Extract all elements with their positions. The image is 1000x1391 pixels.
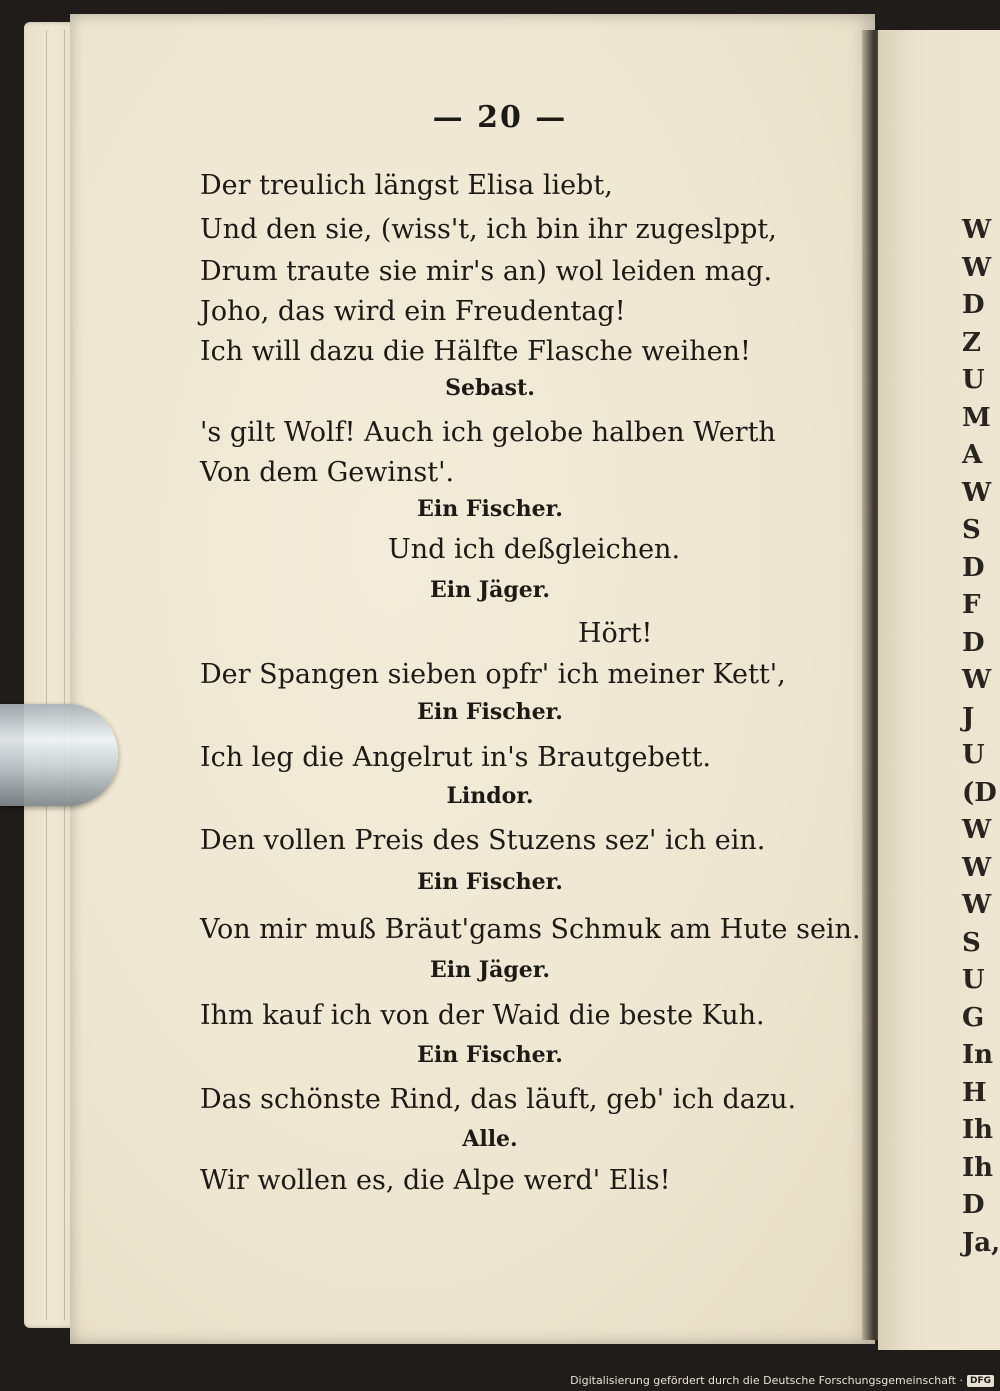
- verse-line: Drum traute sie mir's an) wol leiden mag.: [200, 256, 773, 287]
- facing-page: [878, 30, 1000, 1350]
- facing-page-fragment: D: [962, 290, 985, 320]
- facing-page-fragment: S: [962, 515, 981, 545]
- verse-line: Joho, das wird ein Freudentag!: [200, 296, 626, 327]
- page-clip: [0, 704, 118, 806]
- facing-page-fragment: F: [962, 590, 981, 620]
- facing-page-fragment: Ih: [962, 1115, 994, 1145]
- facing-page-fragment: Ja,: [962, 1227, 1000, 1258]
- speaker-name: Alle.: [462, 1126, 518, 1152]
- facing-page-fragment: W: [962, 477, 992, 508]
- footer-credit: Digitalisierung gefördert durch die Deutsche Forschungsgemeinschaft ·: [570, 1374, 963, 1387]
- verse-line: Ich leg die Angelrut in's Brautgebett.: [200, 742, 712, 773]
- verse-line: Den vollen Preis des Stuzens sez' ich ein.: [200, 825, 766, 856]
- facing-page-fragment: D: [962, 1190, 985, 1220]
- facing-page-fragment: A: [962, 440, 983, 470]
- facing-page-fragment: J: [962, 702, 975, 733]
- facing-page-fragment: U: [962, 365, 985, 395]
- speaker-name: Ein Fischer.: [417, 496, 563, 522]
- speaker-name: Sebast.: [445, 375, 535, 401]
- verse-line: Von mir muß Bräut'gams Schmuk am Hute sein.: [200, 914, 861, 945]
- verse-line: Der Spangen sieben opfr' ich meiner Kett',: [200, 659, 786, 690]
- facing-page-fragment: W: [962, 215, 992, 245]
- facing-page-fragment: D: [962, 552, 985, 583]
- verse-line: Der treulich längst Elisa liebt,: [200, 170, 613, 201]
- speaker-name: Ein Jäger.: [429, 577, 551, 603]
- verse-line: Hört!: [578, 618, 653, 649]
- facing-page-fragment: W: [962, 852, 992, 883]
- facing-page-fragment: Z: [962, 327, 981, 358]
- speaker-name: Lindor.: [446, 783, 534, 809]
- speaker-name: Ein Fischer.: [417, 1042, 563, 1068]
- facing-page-fragment: U: [962, 740, 985, 770]
- verse-line: 's gilt Wolf! Auch ich gelobe halben Werth: [200, 417, 776, 448]
- facing-page-fragment: (D: [962, 777, 997, 808]
- facing-page-fragment: Ih: [962, 1152, 994, 1183]
- verse-line: Und ich deßgleichen.: [388, 534, 681, 565]
- verse-line: Von dem Gewinst'.: [200, 457, 455, 488]
- facing-page-fragment: G: [962, 1002, 985, 1033]
- speaker-name: Ein Jäger.: [429, 957, 551, 983]
- verse-line: Wir wollen es, die Alpe werd' Elis!: [200, 1165, 671, 1196]
- facing-page-fragment: M: [962, 402, 991, 433]
- facing-page-fragment: W: [962, 890, 992, 920]
- facing-page-fragment: W: [962, 815, 992, 845]
- facing-page-fragment: D: [962, 627, 985, 658]
- facing-page-fragment: H: [962, 1077, 987, 1108]
- facing-page-fragment: In: [962, 1040, 994, 1070]
- facing-page-fragment: W: [962, 665, 992, 695]
- facing-page-fragment: U: [962, 965, 985, 995]
- verse-line: Ihm kauf ich von der Waid die beste Kuh.: [200, 1000, 765, 1031]
- verse-line: Und den sie, (wiss't, ich bin ihr zugeslppt,: [200, 214, 777, 245]
- page-number: — 20 —: [432, 100, 568, 135]
- speaker-name: Ein Fischer.: [417, 869, 563, 895]
- footer: [570, 1374, 994, 1387]
- facing-page-fragment: S: [962, 927, 981, 958]
- speaker-name: Ein Fischer.: [417, 699, 563, 725]
- verse-line: Ich will dazu die Hälfte Flasche weihen!: [200, 336, 751, 367]
- verse-line: Das schönste Rind, das läuft, geb' ich dazu.: [200, 1084, 797, 1115]
- dfg-logo-icon: DFG: [967, 1375, 994, 1387]
- facing-page-fragment: W: [962, 252, 992, 283]
